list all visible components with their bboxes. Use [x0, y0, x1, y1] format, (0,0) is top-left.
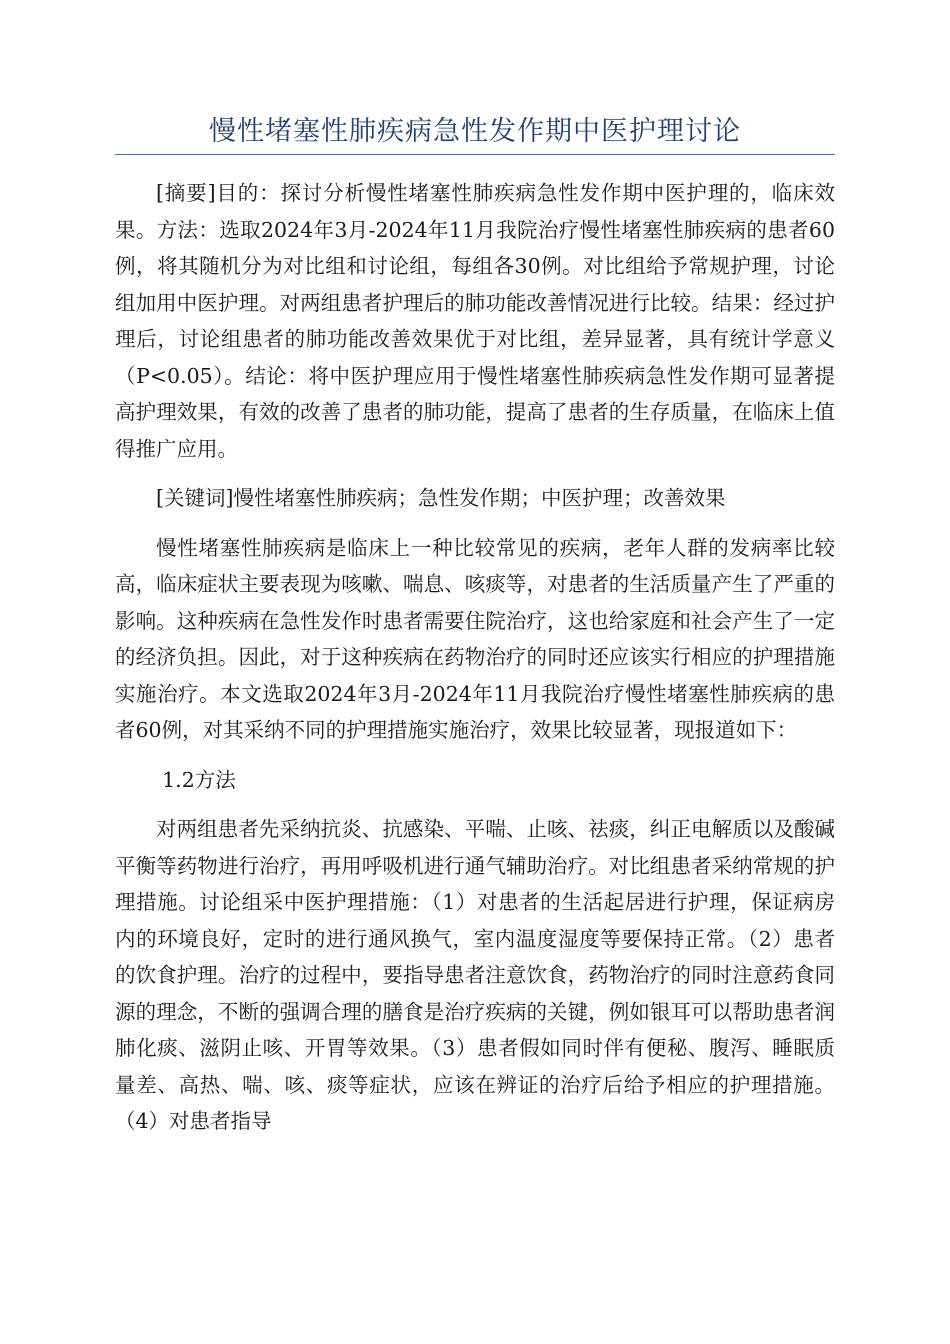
introduction-paragraph: 慢性堵塞性肺疾病是临床上一种比较常见的疾病，老年人群的发病率比较高，临床症状主要表现为咳嗽、喘息、咳痰等，对患者的生活质量产生了严重的影响。这种疾病在急性发作时患者需要住院治疗，这也给家庭和社会产生了一定的经济负担。因此，对于这种疾病在药物治疗的同时还应该实行相应的护理措施实施治疗。本文选取2024年3月-2024年11月我院治疗慢性堵塞性肺疾病的患者60例，对其采纳不同的护理措施实施治疗，效果比较显著，现报道如下：: [115, 535, 835, 742]
section-heading-methods: 1.2方法: [162, 767, 236, 792]
title-underline: [115, 154, 835, 155]
keywords-paragraph: [关键词]慢性堵塞性肺疾病；急性发作期；中医护理；改善效果: [156, 486, 726, 510]
document-title: 慢性堵塞性肺疾病急性发作期中医护理讨论: [209, 116, 741, 147]
abstract-paragraph: [摘要]目的：探讨分析慢性堵塞性肺疾病急性发作期中医护理的，临床效果。方法：选取2024年3月-2024年11月我院治疗慢性堵塞性肺疾病的患者60例，将其随机分为对比组和讨论组，每组各30例。对比组给予常规护理，讨论组加用中医护理。对两组患者护理后的肺功能改善情况进行比较。结果：经过护理后，讨论组患者的肺功能改善效果优于对比组，差异显著，具有统计学意义（P<0.05）。结论：将中医护理应用于慢性堵塞性肺疾病急性发作期可显著提高护理效果，有效的改善了患者的肺功能，提高了患者的生存质量，在临床上值得推广应用。: [115, 181, 835, 461]
methods-paragraph: 对两组患者先采纳抗炎、抗感染、平喘、止咳、祛痰，纠正电解质以及酸碱平衡等药物进行治疗，再用呼吸机进行通气辅助治疗。对比组患者采纳常规的护理措施。讨论组采中医护理措施：（1）对患者的生活起居进行护理，保证病房内的环境良好，定时的进行通风换气，室内温度湿度等要保持正常。（2）患者的饮食护理。治疗的过程中，要指导患者注意饮食，药物治疗的同时注意药食同源的理念，不断的强调合理的膳食是治疗疾病的关键，例如银耳可以帮助患者润肺化痰、滋阴止咳、开胃等效果。（3）患者假如同时伴有便秘、腹泻、睡眠质量差、高热、喘、咳、痰等症状，应该在辨证的治疗后给予相应的护理措施。（4）对患者指导: [115, 817, 835, 1133]
document-body: [115, 175, 835, 1153]
